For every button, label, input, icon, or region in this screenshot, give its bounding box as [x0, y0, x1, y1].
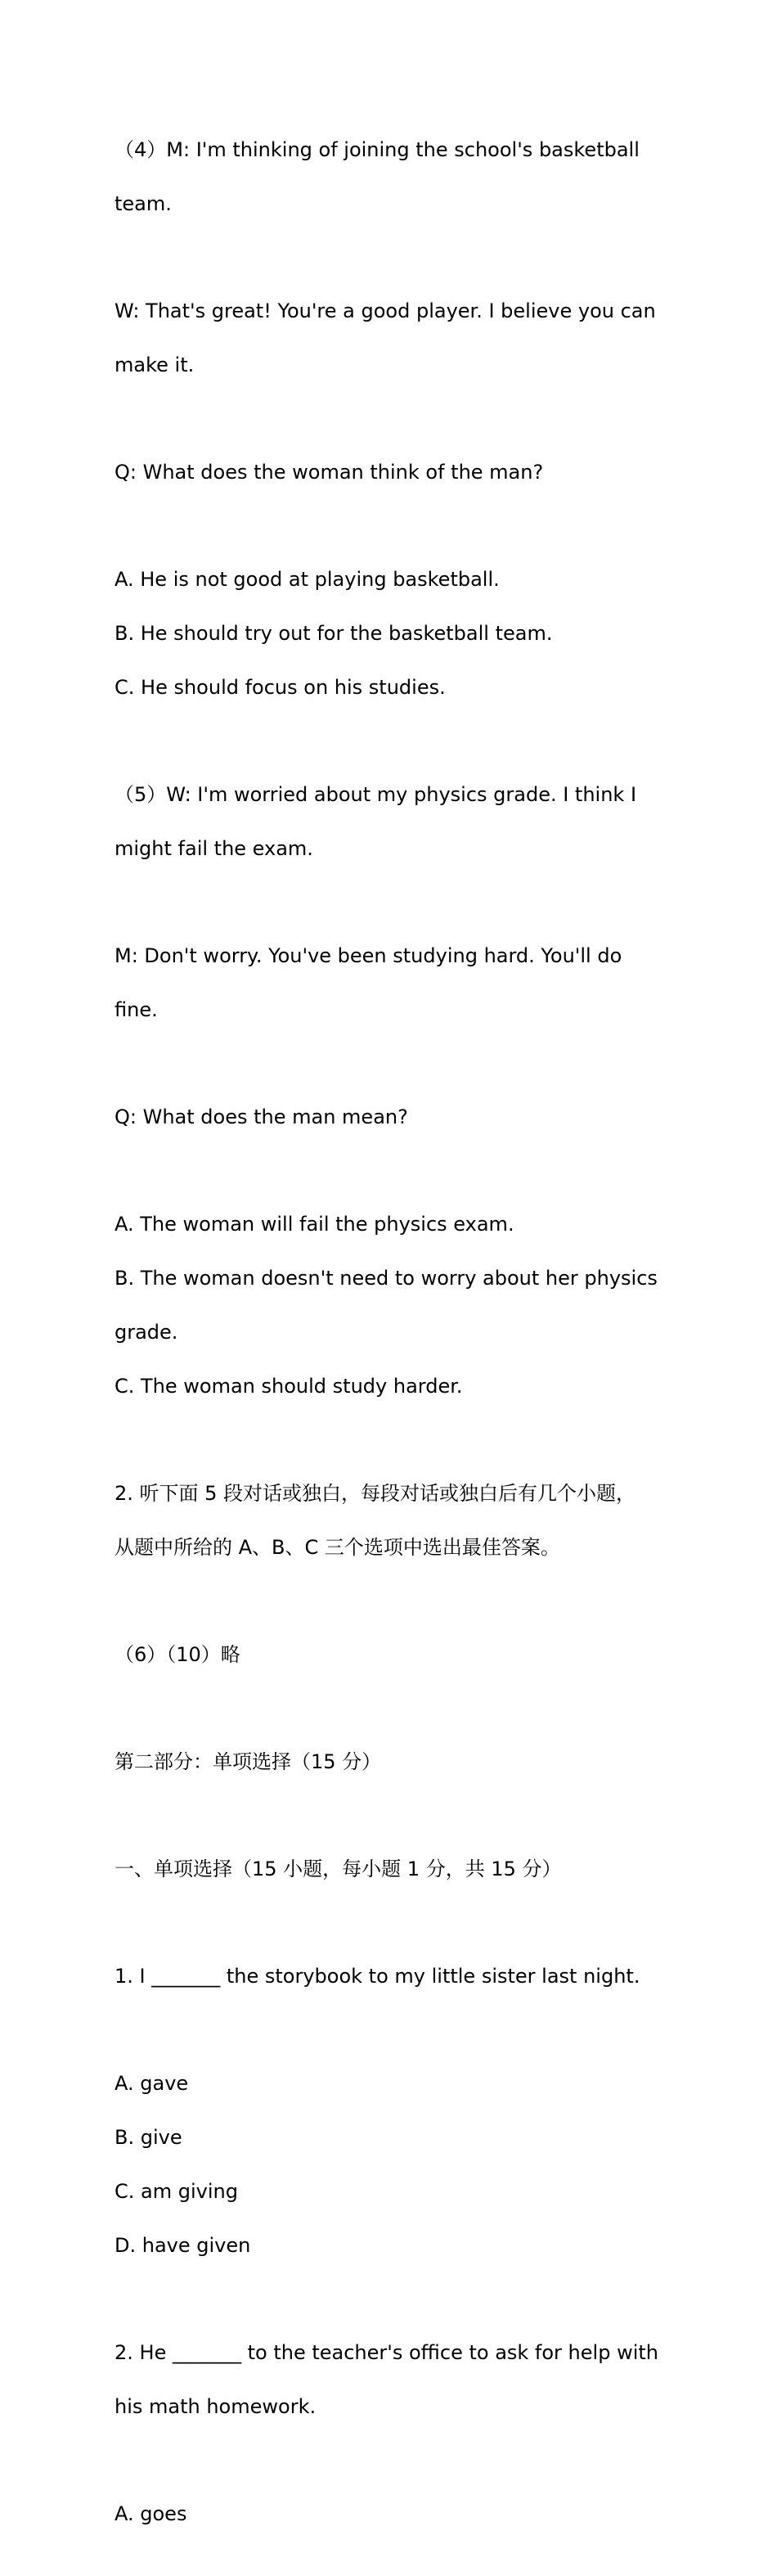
option-c: C. am giving — [115, 2180, 238, 2203]
text-line: Q: What does the woman think of the man? — [115, 461, 544, 484]
text-line: 2. 听下面 5 段对话或独白，每段对话或独白后有几个小题， — [115, 1482, 636, 1505]
text-line: 第二部分：单项选择（15 分） — [115, 1750, 382, 1773]
option-c: C. He should focus on his studies. — [115, 676, 446, 699]
option-c: C. The woman should study harder. — [115, 1375, 463, 1398]
text-line: fine. — [115, 998, 158, 1021]
q5-dialogue-man — [115, 911, 662, 1055]
text-line: 1. I _______ the storybook to my little sister last night. — [115, 1965, 640, 1988]
text-line: （6）（10）略 — [115, 1643, 240, 1666]
question-2 — [115, 2308, 662, 2452]
text-line: 一、单项选择（15 小题，每小题 1 分，共 15 分） — [115, 1858, 562, 1880]
text-line: might fail the exam. — [115, 837, 313, 860]
option-b-continued: grade. — [115, 1321, 178, 1344]
text-line: his math homework. — [115, 2395, 317, 2418]
text-line: 从题中所给的 A、B、C 三个选项中选出最佳答案。 — [115, 1536, 560, 1559]
q4-options — [115, 534, 662, 732]
option-b: B. He should try out for the basketball team. — [115, 622, 553, 645]
option-a: A. goes — [115, 2502, 187, 2525]
section-instructions — [115, 1448, 662, 1592]
option-a: A. gave — [115, 2072, 189, 2095]
question-1-options — [115, 2038, 662, 2290]
q5-question — [115, 1072, 662, 1162]
option-d: D. have given — [115, 2234, 251, 2257]
question-1 — [115, 1931, 662, 2021]
text-line: make it. — [115, 354, 195, 376]
q4-question — [115, 427, 662, 517]
omitted-questions — [115, 1610, 662, 1700]
q5-options — [115, 1179, 662, 1431]
text-line: W: That's great! You're a good player. I believe you can — [115, 299, 656, 322]
section-one-heading — [115, 1824, 662, 1914]
document-page — [115, 105, 662, 2576]
text-line: Q: What does the man mean? — [115, 1106, 408, 1128]
question-2-options — [115, 2469, 662, 2559]
text-line: M: Don't worry. You've been studying hard. You'll do — [115, 944, 622, 967]
option-a: A. The woman will fail the physics exam. — [115, 1213, 514, 1236]
text-line: （4）M: I'm thinking of joining the school's basketball — [115, 138, 640, 161]
option-a: A. He is not good at playing basketball. — [115, 568, 500, 591]
q5-dialogue-woman — [115, 750, 662, 894]
q4-dialogue-man — [115, 105, 662, 249]
text-line: team. — [115, 192, 172, 215]
option-b: B. give — [115, 2126, 182, 2149]
text-line: （5）W: I'm worried about my physics grade. I think I — [115, 783, 637, 806]
part-two-heading — [115, 1717, 662, 1807]
option-b: B. The woman doesn't need to worry about her physics — [115, 1267, 658, 1290]
q4-dialogue-woman — [115, 266, 662, 410]
text-line: 2. He _______ to the teacher's office to ask for help with — [115, 2341, 658, 2364]
